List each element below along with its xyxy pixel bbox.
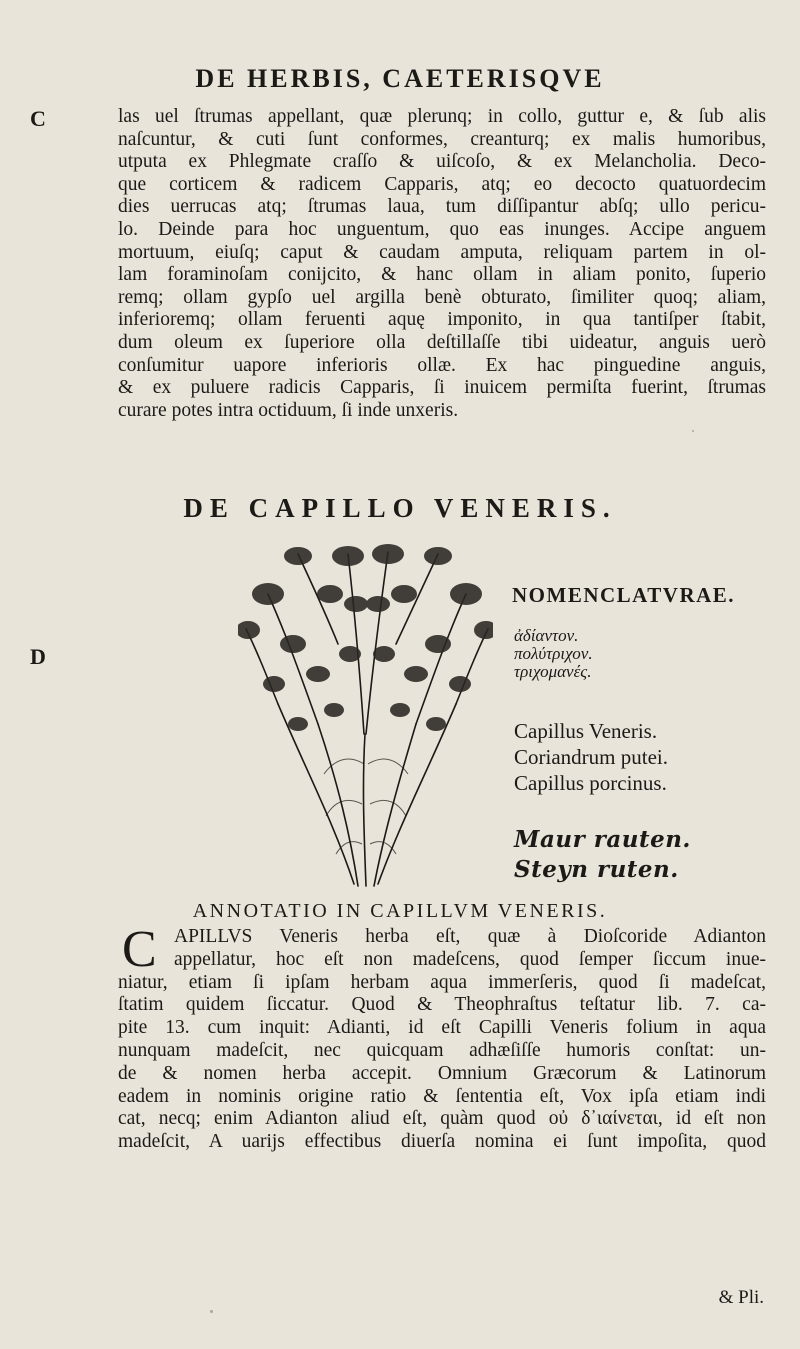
drop-cap: C (122, 921, 157, 978)
text-line: & ex puluere radicis Capparis, ſi inuicem permiſta fuerint, ſtrumas (118, 377, 766, 399)
text-line: pite 13. cum inquit: Adianti, id eſt Capilli Veneris folium in aqua (118, 1017, 766, 1039)
text-line: remq; ollam gypſo uel argilla benè obturato, ſimiliter quoq; aliam, (118, 286, 766, 308)
text-line: mortuum, eiuſq; caput & caudam amputa, reliquam partem in ol- (118, 241, 766, 263)
german-names-list (514, 825, 691, 885)
margin-letter-d: D (30, 644, 46, 669)
paper-speck (692, 430, 694, 432)
paper-speck (210, 1310, 213, 1313)
text-line: lam foraminoſam conijcito, & hanc ollam in aliam ponito, ſuperio (118, 264, 766, 286)
text-line: naſcuntur, & cuti ſunt conformes, creanturq; ex malis humoribus, (118, 128, 766, 150)
latin-name: Capillus porcinus. (514, 771, 667, 795)
text-line: madeſcit, A uarijs effectibus diuerſa nomina ei ſunt impoſita, quod (118, 1131, 766, 1153)
text-line: curare potes intra octiduum, ſi inde unxeris. (118, 399, 459, 421)
german-name: Steyn ruten. (514, 856, 679, 883)
text-line: lo. Deinde para hoc unguentum, quo eas inunges. Accipe anguem (118, 218, 766, 240)
section-heading: DE CAPILLO VENERIS. (183, 493, 617, 523)
text-line: APILLVS Veneris herba eſt, quæ à Dioſcoride Adianton (174, 926, 766, 947)
text-line: dum oleum ex ſuperiore olla deſtillaſſe tibi uideatur, anguis uerò (118, 331, 766, 353)
text-line: utputa ex Phlegmate craſſo & uiſcoſo, & ex Melancholia. Deco- (118, 151, 766, 173)
nomenclatura-title: NOMENCLATVRAE. (512, 583, 736, 607)
text-line: que corticem & radicem Capparis, atq; eo decocto quatuordecim (118, 173, 766, 195)
text-line: eadem in nominis origine ratio & ſententia eſt, Vox ipſa etiam indi (118, 1085, 766, 1107)
latin-names-list (514, 718, 668, 796)
greek-name: πολύτριχον. (514, 644, 593, 663)
text-line: las uel ſtrumas appellant, quæ plerunq; in collo, guttur e, & ſub alis (118, 106, 766, 127)
german-name: Maur rauten. (514, 826, 691, 853)
text-line: cat, necq; enim Adianton aliud eſt, quàm quod οὐ δ᾽ιαίνεται, id eſt non (118, 1108, 766, 1130)
greek-names-list (514, 627, 593, 681)
catchword: & Pli. (718, 1287, 764, 1308)
latin-name: Coriandrum putei. (514, 745, 668, 769)
latin-name: Capillus Veneris. (514, 719, 658, 743)
annotatio-paragraph (118, 921, 766, 1154)
text-line: conſumitur uapore inferioris ollæ. Ex hac pinguedine anguis, (118, 354, 766, 376)
running-head: DE HERBIS, CAETERISQVE (195, 64, 605, 93)
annotatio-heading: ANNOTATIO IN CAPILLVM VENERIS. (192, 900, 608, 922)
greek-name: ἀδίαντον. (514, 626, 579, 645)
greek-name: τριχομανές. (514, 662, 592, 681)
text-line: appellatur, hoc eſt non madeſcens, quod ſemper ſiccum inue- (174, 948, 766, 970)
text-line: dies uerrucas atq; ſtrumas laua, tum diſſipantur abſq; ullo pericu- (118, 196, 766, 218)
text-line: nunquam madeſcit, nec quicquam adhæſiſſe humoris conſtat: un- (118, 1039, 766, 1061)
text-line: ſtatim quidem ſiccatur. Quod & Theophraſtus teſtatur lib. 7. ca- (118, 994, 766, 1016)
top-paragraph (118, 106, 766, 422)
paper-speck (120, 382, 122, 384)
text-line: de & nomen herba accepit. Omnium Græcorum & Latinorum (118, 1062, 766, 1084)
fern-woodcut-illustration (238, 534, 493, 892)
margin-letter-c: C (30, 106, 46, 131)
text-line: niatur, etiam ſi ipſam herbam aqua immerſeris, quod ſi madeſcat, (118, 971, 766, 993)
text-line: inferioremq; ollam feruenti aquę imponito, in qua tantiſper ſtabit, (118, 309, 766, 331)
